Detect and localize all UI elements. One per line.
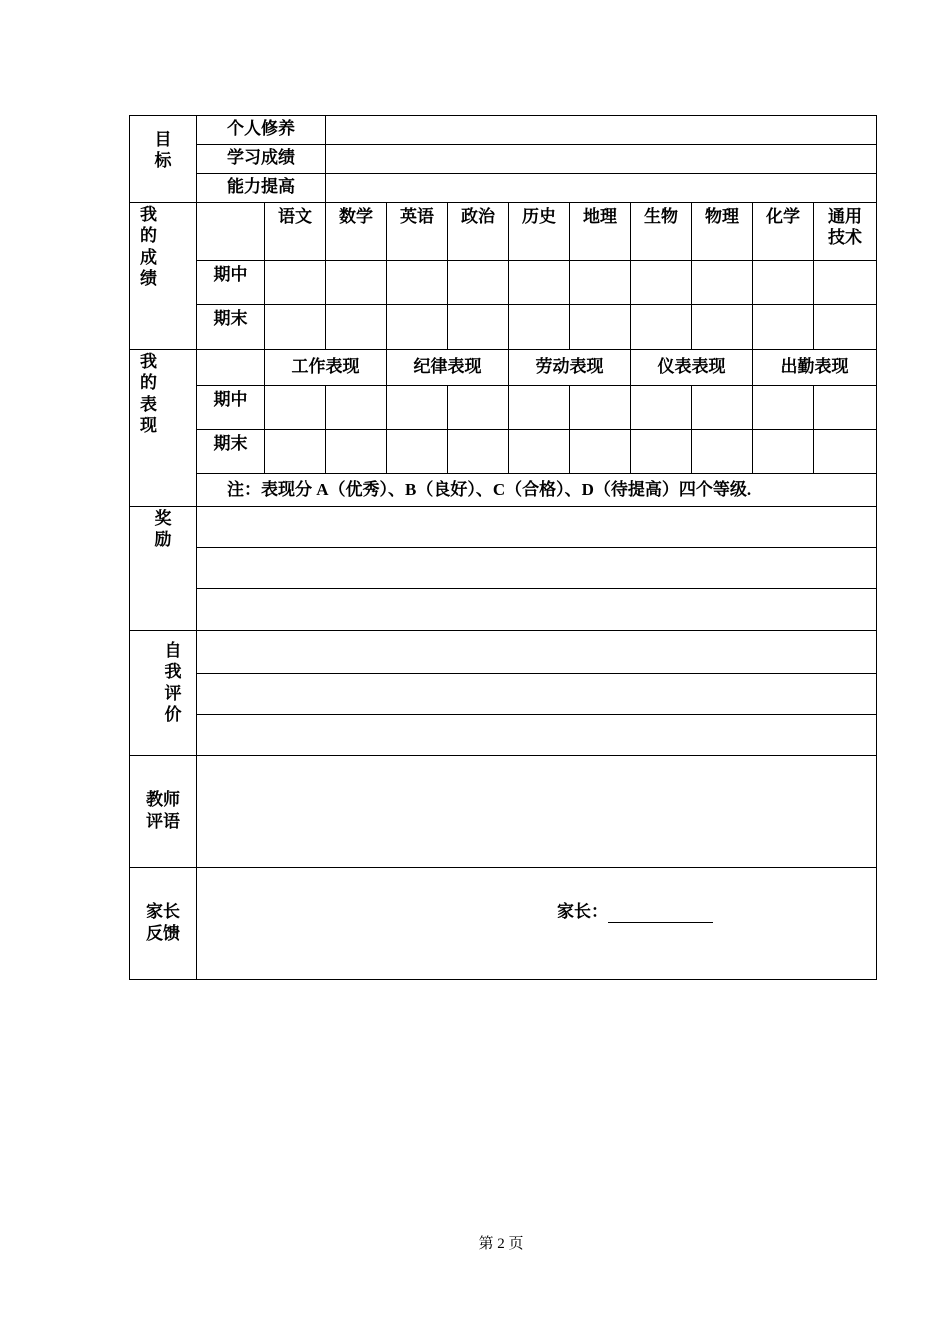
award-line[interactable] (197, 589, 877, 631)
behavior-row-label-final: 期末 (197, 430, 265, 474)
subject-header: 生物 (631, 203, 692, 261)
grade-cell[interactable] (570, 261, 631, 305)
goal-input-personal[interactable] (326, 116, 877, 145)
behavior-cell[interactable] (448, 386, 509, 430)
teacher-comment-area[interactable] (197, 756, 877, 868)
grade-cell[interactable] (692, 305, 753, 350)
behavior-cell[interactable] (753, 386, 814, 430)
grade-cell[interactable] (814, 261, 877, 305)
subject-header: 化学 (753, 203, 814, 261)
behavior-cell[interactable] (265, 386, 326, 430)
parent-feedback-area[interactable] (197, 868, 877, 980)
behavior-header: 出勤表现 (753, 350, 877, 386)
teacher-title: 教师 评语 (130, 756, 197, 868)
goal-input-ability[interactable] (326, 174, 877, 203)
grades-row-label-final: 期末 (197, 305, 265, 350)
behavior-header: 仪表表现 (631, 350, 753, 386)
behavior-cell[interactable] (265, 430, 326, 474)
parent-title: 家长 反馈 (130, 868, 197, 980)
behavior-cell[interactable] (570, 386, 631, 430)
behavior-cell[interactable] (509, 430, 570, 474)
grade-cell[interactable] (265, 261, 326, 305)
self-eval-line[interactable] (197, 631, 877, 674)
self-eval-line[interactable] (197, 715, 877, 756)
behavior-cell[interactable] (692, 430, 753, 474)
subject-header: 地理 (570, 203, 631, 261)
subject-header: 物理 (692, 203, 753, 261)
grade-cell[interactable] (631, 305, 692, 350)
grade-cell[interactable] (631, 261, 692, 305)
behavior-cell[interactable] (814, 430, 877, 474)
behavior-cell[interactable] (570, 430, 631, 474)
behavior-cell[interactable] (631, 430, 692, 474)
behavior-header: 劳动表现 (509, 350, 631, 386)
grade-cell[interactable] (387, 261, 448, 305)
subject-header: 历史 (509, 203, 570, 261)
behavior-title: 我 的 表 现 (130, 350, 197, 507)
subject-header: 政治 (448, 203, 509, 261)
grade-cell[interactable] (509, 305, 570, 350)
behavior-cell[interactable] (692, 386, 753, 430)
grade-cell[interactable] (387, 305, 448, 350)
self-eval-line[interactable] (197, 674, 877, 715)
grades-row-label-midterm: 期中 (197, 261, 265, 305)
subject-header: 语文 (265, 203, 326, 261)
behavior-header: 工作表现 (265, 350, 387, 386)
behavior-cell[interactable] (509, 386, 570, 430)
behavior-cell[interactable] (387, 430, 448, 474)
grades-title: 我 的 成 绩 (130, 203, 197, 350)
subject-header: 数学 (326, 203, 387, 261)
behavior-cell[interactable] (631, 386, 692, 430)
behavior-note: 注：表现分 A（优秀）、B（良好）、C（合格）、D（待提高）四个等级. (197, 474, 877, 507)
grade-cell[interactable] (814, 305, 877, 350)
behavior-cell[interactable] (326, 386, 387, 430)
self-eval-title: 自 我 评 价 (130, 631, 197, 756)
awards-title: 奖 励 (130, 507, 197, 631)
grade-cell[interactable] (448, 305, 509, 350)
report-form (129, 115, 877, 980)
behavior-cell[interactable] (387, 386, 448, 430)
behavior-header: 纪律表现 (387, 350, 509, 386)
award-line[interactable] (197, 548, 877, 589)
behavior-cell[interactable] (448, 430, 509, 474)
goals-title: 目 标 (130, 116, 197, 203)
subject-header: 通用 技术 (814, 203, 877, 261)
behavior-row-label-midterm: 期中 (197, 386, 265, 430)
goal-label-ability: 能力提高 (197, 174, 326, 203)
goal-label-personal: 个人修养 (197, 116, 326, 145)
grade-cell[interactable] (326, 261, 387, 305)
grade-cell[interactable] (753, 305, 814, 350)
behavior-cell[interactable] (814, 386, 877, 430)
page-number: 第 2 页 (478, 1236, 524, 1252)
grade-cell[interactable] (265, 305, 326, 350)
grade-cell[interactable] (448, 261, 509, 305)
behavior-cell[interactable] (753, 430, 814, 474)
grades-corner (197, 203, 265, 261)
goal-label-study: 学习成绩 (197, 145, 326, 174)
behavior-corner (197, 350, 265, 386)
subject-header: 英语 (387, 203, 448, 261)
goal-input-study[interactable] (326, 145, 877, 174)
grade-cell[interactable] (326, 305, 387, 350)
grade-cell[interactable] (570, 305, 631, 350)
parent-sign-line[interactable] (608, 904, 713, 923)
grade-cell[interactable] (753, 261, 814, 305)
behavior-cell[interactable] (326, 430, 387, 474)
grade-cell[interactable] (692, 261, 753, 305)
grade-cell[interactable] (509, 261, 570, 305)
award-line[interactable] (197, 507, 877, 548)
parent-sign-label: 家长： (557, 901, 608, 922)
